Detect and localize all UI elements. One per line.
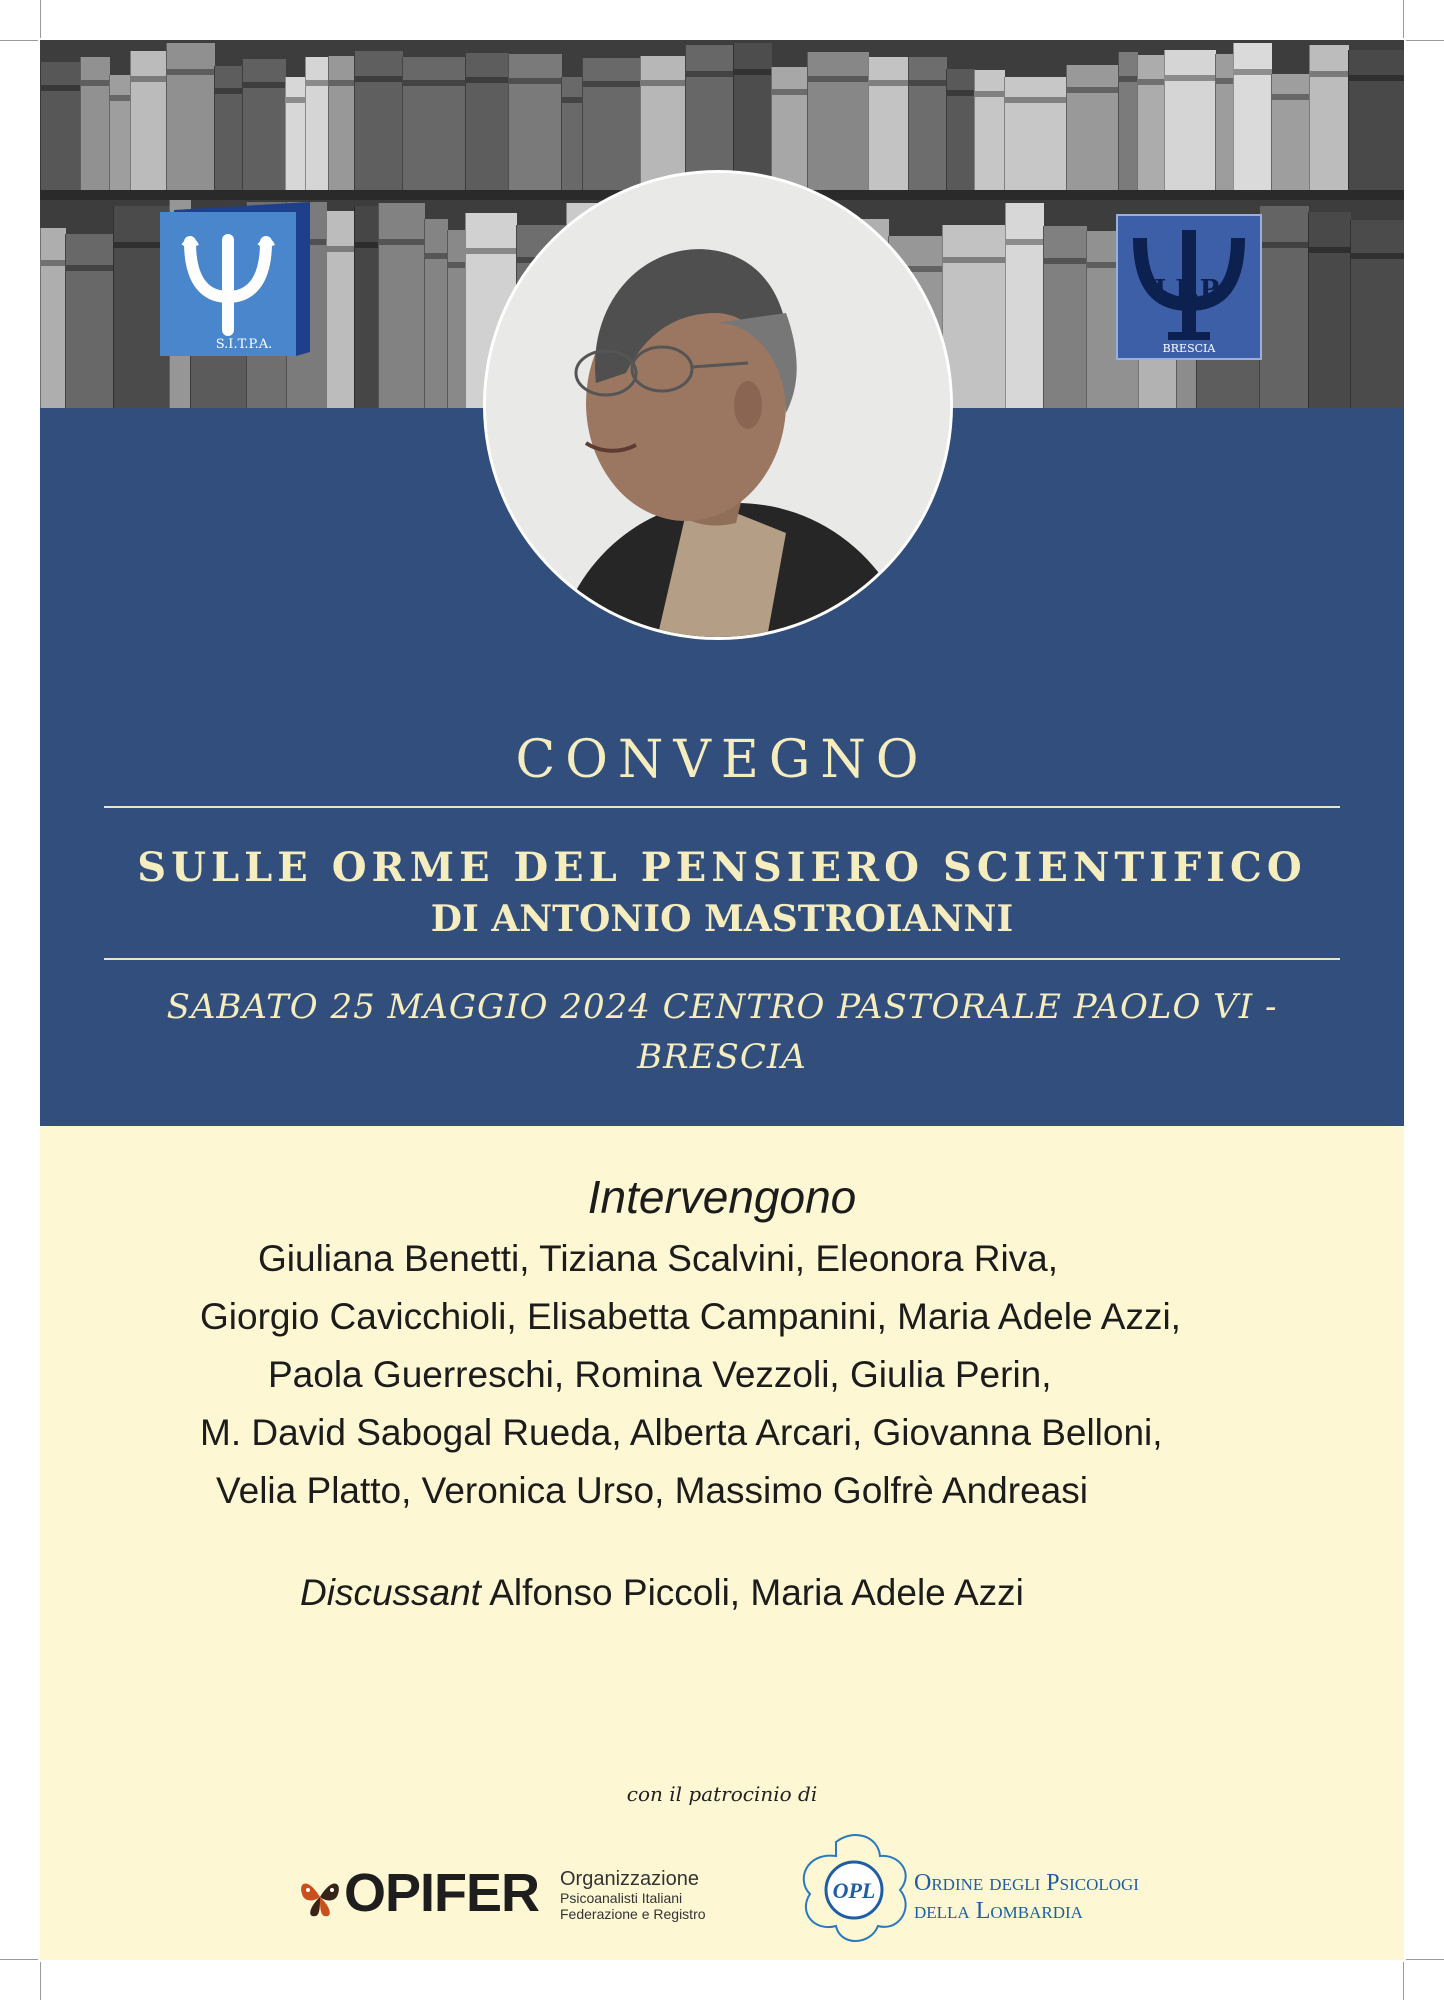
speakers-line: Velia Platto, Veronica Urso, Massimo Golfrè Andreasi bbox=[216, 1470, 1088, 1511]
book-spine bbox=[640, 56, 686, 190]
crop-mark bbox=[0, 40, 38, 41]
book-band bbox=[466, 77, 509, 83]
book-spine bbox=[328, 56, 355, 190]
book-band bbox=[1005, 97, 1067, 103]
discussant-label: Discussant bbox=[300, 1572, 481, 1613]
opl-text-part: O bbox=[914, 1870, 932, 1896]
opifer-subtitle bbox=[560, 1868, 706, 1922]
book-band bbox=[403, 80, 466, 86]
book-band bbox=[215, 88, 243, 94]
book-band bbox=[131, 76, 167, 82]
book-band bbox=[41, 85, 81, 91]
event-date-place: SABATO 25 MAGGIO 2024 CENTRO PASTORALE PAOLO VI - BRESCIA bbox=[166, 987, 1278, 1077]
flyer bbox=[40, 40, 1404, 1960]
book-spine bbox=[1066, 65, 1119, 190]
book-band bbox=[808, 76, 869, 82]
book-spine bbox=[1350, 220, 1404, 408]
book-spine bbox=[465, 53, 509, 190]
book-spine bbox=[685, 45, 734, 190]
book-spine bbox=[807, 52, 869, 190]
opl-logo bbox=[796, 1828, 1156, 1948]
book-spine bbox=[1308, 212, 1351, 408]
book-band bbox=[909, 80, 947, 86]
book-spine bbox=[868, 57, 909, 190]
book-band bbox=[327, 246, 355, 252]
book-band bbox=[1138, 79, 1165, 85]
ipp-logo bbox=[1116, 214, 1262, 360]
opifer-wordmark: OPIFER bbox=[344, 1863, 540, 1923]
crop-mark bbox=[40, 1962, 41, 2000]
book-spine bbox=[1118, 52, 1138, 190]
book-spine bbox=[447, 230, 466, 408]
book-spine bbox=[1309, 45, 1349, 190]
book-spine bbox=[1005, 203, 1044, 408]
book-spine bbox=[1004, 77, 1067, 190]
crop-mark bbox=[0, 1959, 38, 1960]
speakers-heading: Intervengono bbox=[587, 1171, 857, 1223]
book-spine bbox=[214, 66, 243, 190]
book-band bbox=[167, 69, 215, 75]
book-spine bbox=[771, 67, 808, 190]
discussant-names: Alfonso Piccoli, Maria Adele Azzi bbox=[489, 1572, 1024, 1613]
book-band bbox=[1351, 253, 1404, 259]
book-band bbox=[1119, 76, 1138, 82]
speakers-line: M. David Sabogal Rueda, Alberta Arcari, Giovanna Belloni, bbox=[200, 1412, 1163, 1453]
opl-emblem bbox=[796, 1828, 916, 1948]
book-spine bbox=[402, 57, 466, 190]
book-spine bbox=[733, 43, 772, 190]
book-band bbox=[1165, 75, 1216, 81]
sitpa-caption: S.I.T.P.A. bbox=[215, 337, 273, 352]
book-spine bbox=[326, 211, 355, 408]
book-band bbox=[466, 248, 517, 254]
crop-mark bbox=[40, 0, 41, 38]
book-band bbox=[583, 81, 641, 87]
opl-text-part: DEGLI bbox=[989, 1875, 1041, 1894]
book-spine bbox=[1043, 226, 1087, 408]
ipp-subcaption: BRESCIA bbox=[1162, 342, 1216, 355]
crop-mark bbox=[1403, 0, 1404, 38]
book-band bbox=[947, 90, 975, 96]
opl-mark: OPL bbox=[832, 1878, 876, 1903]
book-spine bbox=[508, 54, 562, 190]
book-spine bbox=[1164, 50, 1216, 190]
book-band bbox=[686, 71, 734, 77]
book-band bbox=[355, 242, 379, 248]
event-title-line1: SULLE ORME DEL PENSIERO SCIENTIFICO bbox=[137, 844, 1307, 891]
opl-text-part: L bbox=[975, 1898, 991, 1924]
crop-mark bbox=[1406, 1959, 1444, 1960]
book-band bbox=[1067, 87, 1119, 93]
opl-text-part: RDINE bbox=[931, 1875, 984, 1894]
event-kind: CONVEGNO bbox=[515, 730, 929, 790]
book-band bbox=[66, 265, 114, 271]
book-band bbox=[425, 253, 448, 259]
book-spine bbox=[1348, 50, 1404, 190]
book-spine bbox=[354, 51, 403, 190]
divider bbox=[104, 806, 1340, 808]
book-band bbox=[41, 260, 66, 266]
book-band bbox=[448, 262, 466, 268]
book-spine bbox=[424, 219, 448, 408]
opl-text-part: P bbox=[1046, 1870, 1060, 1896]
book-spine bbox=[974, 70, 1005, 190]
book-band bbox=[943, 257, 1006, 263]
event-title-line2: DI ANTONIO MASTROIANNI bbox=[430, 898, 1014, 940]
book-band bbox=[243, 82, 286, 88]
book-spine bbox=[166, 43, 215, 190]
book-spine bbox=[908, 57, 947, 190]
book-band bbox=[1272, 94, 1310, 100]
speakers-line: Giuliana Benetti, Tiziana Scalvini, Eleonora Riva, bbox=[258, 1238, 1059, 1279]
book-spine bbox=[1215, 54, 1234, 190]
book-band bbox=[81, 80, 110, 86]
book-spine bbox=[946, 69, 975, 190]
divider bbox=[104, 958, 1340, 960]
book-band bbox=[1310, 71, 1349, 77]
book-spine bbox=[378, 203, 425, 408]
book-band bbox=[306, 80, 329, 86]
book-spine bbox=[354, 206, 379, 408]
book-spine bbox=[1271, 74, 1310, 190]
book-band bbox=[509, 78, 562, 84]
book-band bbox=[772, 89, 808, 95]
book-band bbox=[1260, 242, 1309, 248]
opifer-sub-line: Federazione e Registro bbox=[560, 1906, 706, 1922]
book-band bbox=[734, 69, 772, 75]
book-band bbox=[869, 80, 909, 86]
opl-name bbox=[914, 1870, 1139, 1926]
crop-mark bbox=[1403, 1962, 1404, 2000]
book-band bbox=[286, 97, 306, 103]
book-band bbox=[641, 80, 686, 86]
opl-text-part: OMBARDIA bbox=[990, 1903, 1083, 1922]
book-band bbox=[110, 95, 131, 101]
patronage-label: con il patrocinio di bbox=[626, 1782, 818, 1806]
book-band bbox=[1044, 258, 1087, 264]
opl-text-part: SICOLOGI bbox=[1059, 1875, 1139, 1894]
opifer-sub-line: Organizzazione bbox=[560, 1868, 699, 1890]
book-band bbox=[562, 97, 583, 103]
book-spine bbox=[242, 59, 286, 190]
book-band bbox=[1006, 239, 1044, 245]
book-spine bbox=[80, 57, 110, 190]
speakers-line: Paola Guerreschi, Romina Vezzoli, Giulia Perin, bbox=[268, 1354, 1052, 1395]
book-spine bbox=[1137, 55, 1165, 190]
book-spine bbox=[65, 234, 114, 408]
book-band bbox=[329, 80, 355, 86]
sitpa-logo bbox=[160, 202, 310, 356]
speakers-line: Giorgio Cavicchioli, Elisabetta Campanini, Maria Adele Azzi, bbox=[200, 1296, 1181, 1337]
book-spine bbox=[582, 58, 641, 190]
book-spine bbox=[40, 62, 81, 190]
book-band bbox=[379, 239, 425, 245]
book-band bbox=[1216, 78, 1234, 84]
book-spine bbox=[40, 228, 66, 408]
book-band bbox=[1234, 69, 1272, 75]
book-band bbox=[355, 76, 403, 82]
book-band bbox=[975, 91, 1005, 97]
butterfly-icon bbox=[298, 1872, 342, 1922]
book-spine bbox=[109, 75, 131, 190]
book-spine bbox=[1233, 43, 1272, 190]
opifer-logo bbox=[298, 1860, 718, 1930]
book-spine bbox=[305, 57, 329, 190]
book-spine bbox=[285, 77, 306, 190]
portrait-photo bbox=[483, 170, 953, 640]
book-band bbox=[1309, 247, 1351, 253]
crop-mark bbox=[1406, 40, 1444, 41]
book-band bbox=[1349, 75, 1404, 81]
book-spine bbox=[1259, 206, 1309, 408]
book-spine bbox=[130, 51, 167, 190]
opifer-sub-line: Psicoanalisti Italiani bbox=[560, 1890, 683, 1906]
ipp-caption: I.P.P. bbox=[1154, 275, 1224, 305]
discussant-line bbox=[300, 1572, 1024, 1614]
opl-text-part: DELLA bbox=[914, 1903, 970, 1922]
book-spine bbox=[561, 77, 583, 190]
